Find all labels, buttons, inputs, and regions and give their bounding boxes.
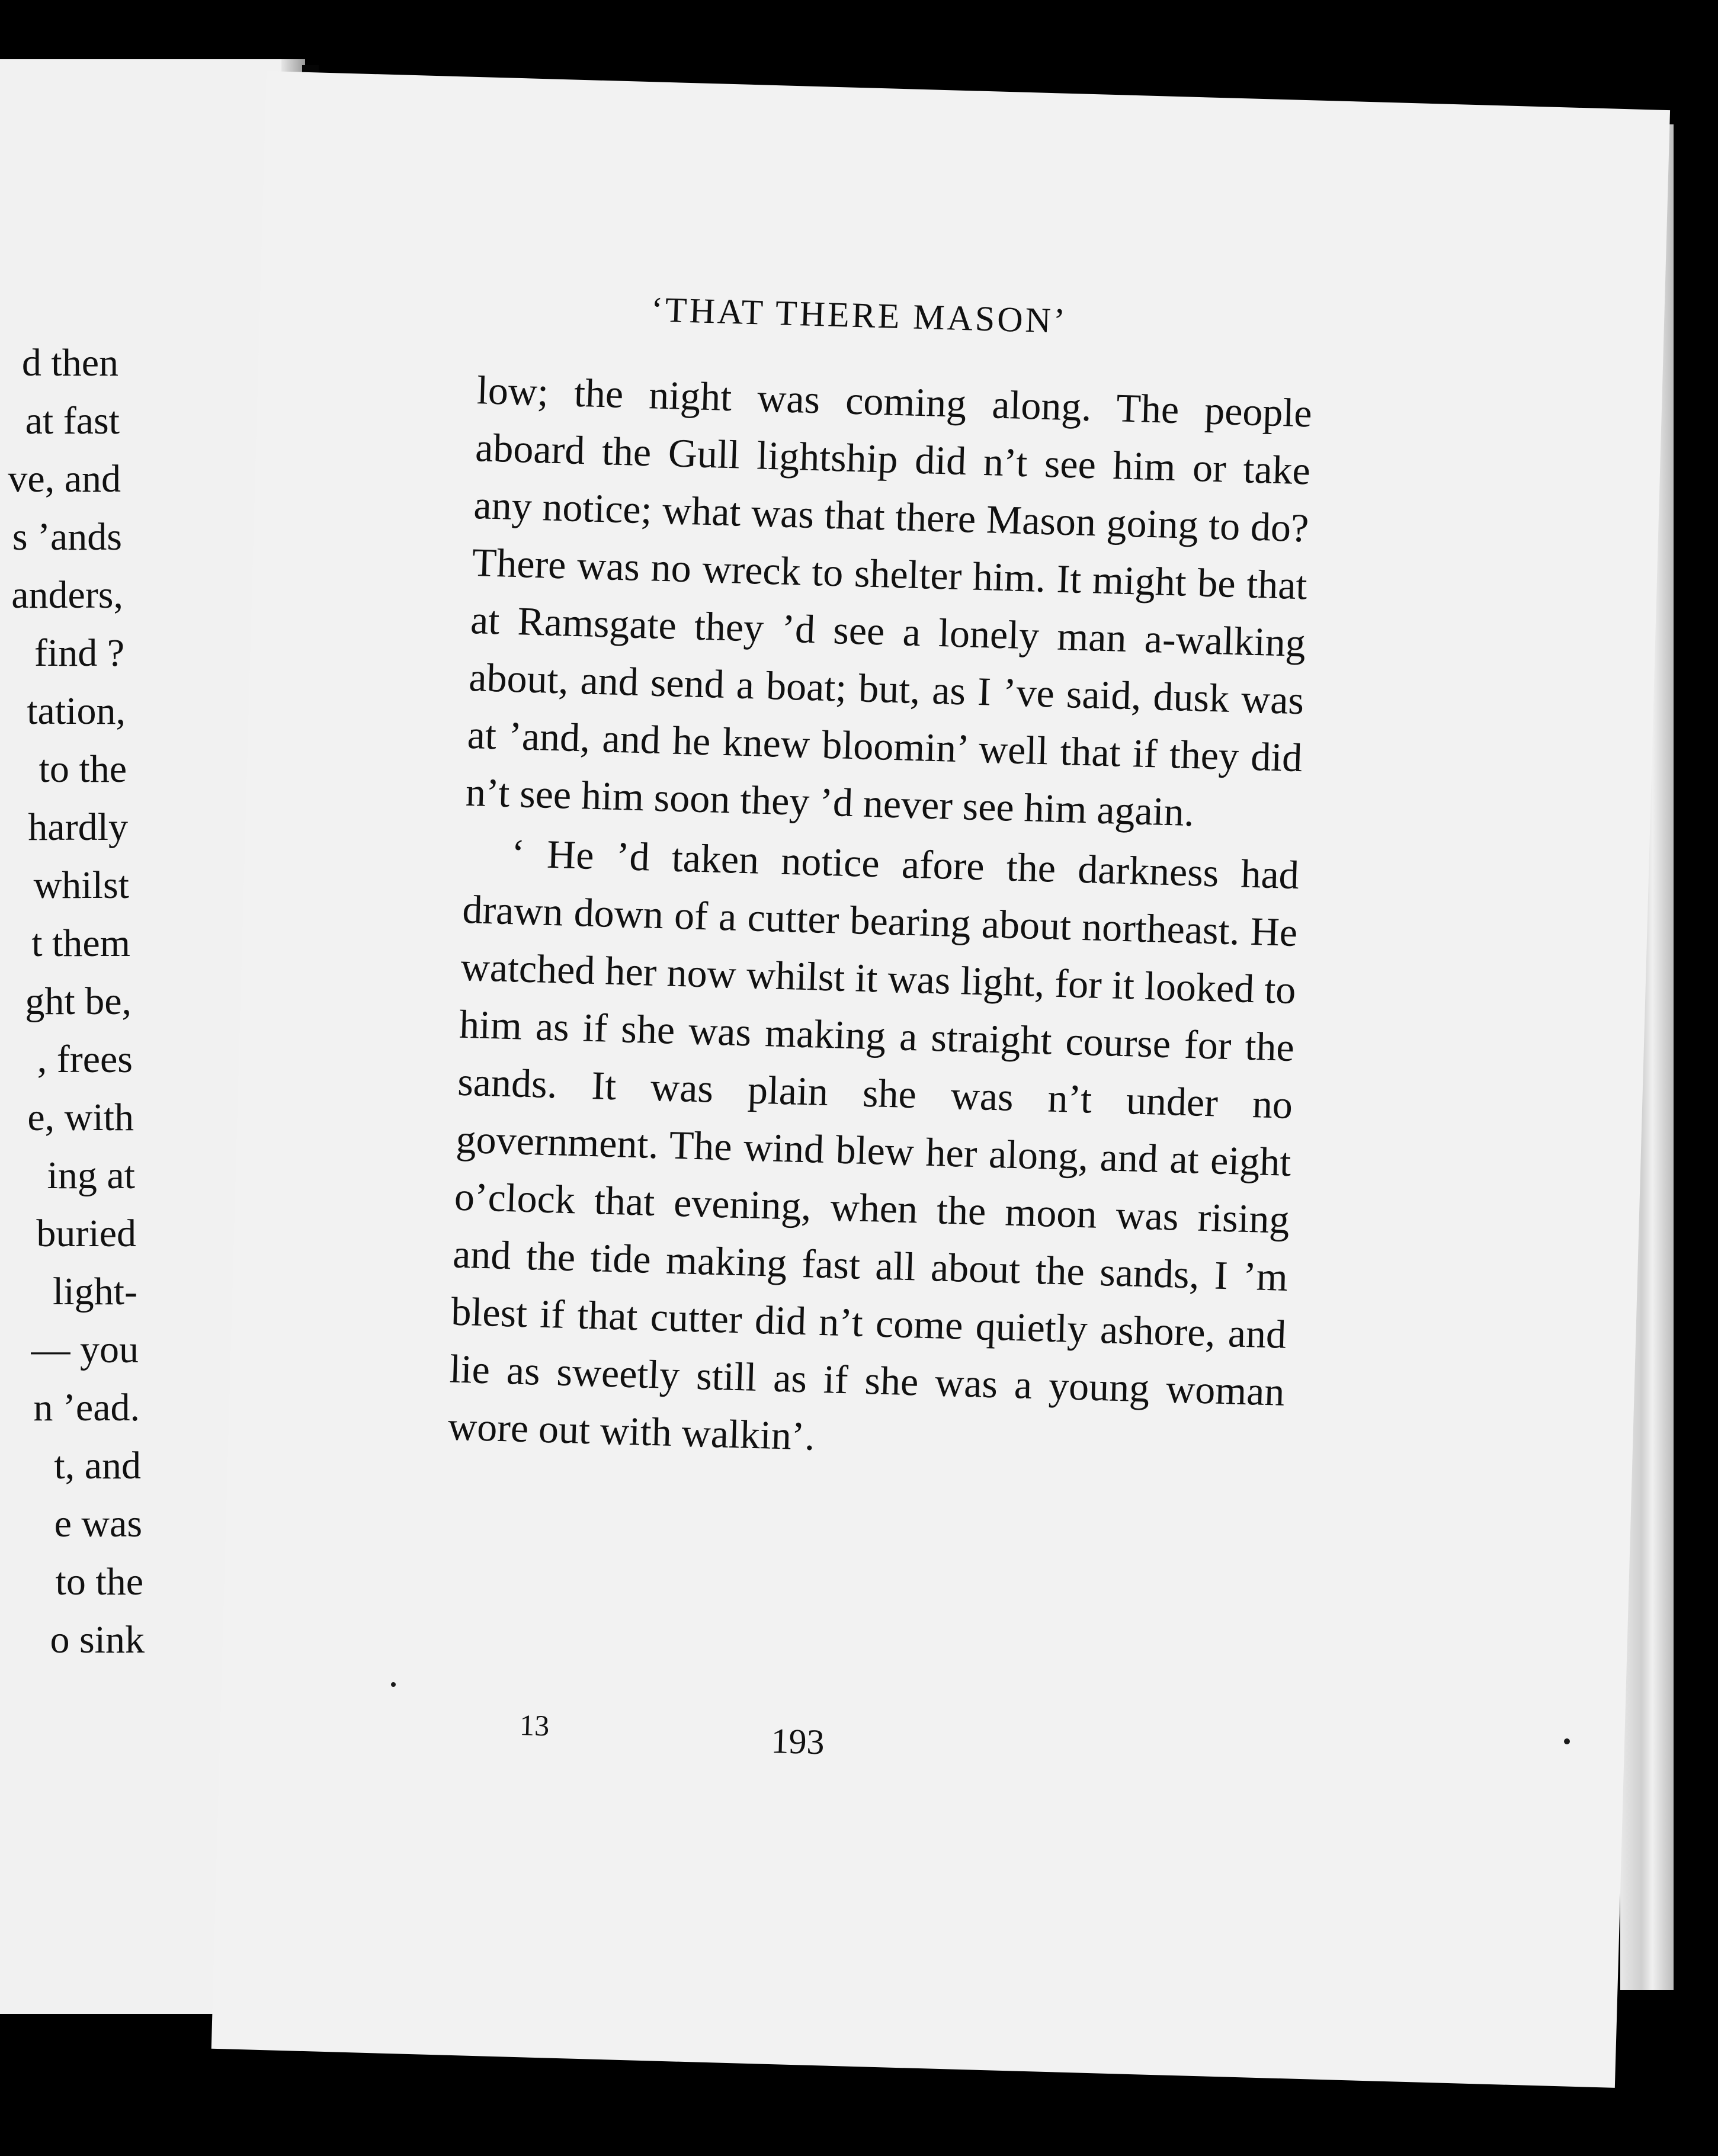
body-text (447, 361, 1313, 1478)
left-page-line: , frees (37, 1038, 133, 1081)
signature-mark: 13 (519, 1708, 550, 1743)
dust-speck (1564, 1738, 1570, 1744)
left-page-line: o sink (50, 1618, 145, 1661)
left-page-line: — you (31, 1328, 139, 1371)
paragraph-2: ‘ He ’d taken notice afore the darkness had drawn down of a cutter bearing about northeast. He watched her now whilst it was light, for it looked to him as if she was making a straight course for the sands. It was plain she was n’t under no government. The wind blew her along, and at eight o’clock that evening, when the moon was rising and the tide making fast all about the sands, I ’m blest if that cutter did n’t come quietly ashore, and lie as sweetly still as if she was a young woman wore out with walkin’. (447, 830, 1300, 1459)
left-page-line: d then (21, 341, 118, 384)
paragraph-1: low; the night was coming along. The people aboard the Gull lightship did n’t see him or take any notice; what was that there Mason going to do? There was no wreck to shelter him. It might be that at Ramsgate they ’d see a lonely man a-walking about, and send a boat; but, as I ’ve said, dusk was at ’and, and he knew bloomin’ well that if they did n’t see him soon they ’d never see him again. (465, 367, 1313, 835)
left-page-line: hardly (28, 806, 128, 849)
right-page (211, 71, 1670, 2088)
left-page-line: n ’ead. (33, 1386, 140, 1429)
page-number: 193 (770, 1721, 825, 1762)
dust-speck (391, 1682, 396, 1687)
left-page-line: t them (31, 922, 130, 965)
left-page-line: anders, (11, 573, 123, 617)
left-page-line: ing at (47, 1154, 135, 1197)
left-page-line: find ? (34, 631, 124, 675)
running-head: ‘THAT THERE MASON’ (650, 290, 1068, 341)
left-page-line: buried (36, 1212, 136, 1255)
left-page-line: ve, and (8, 457, 121, 500)
left-page-line: at fast (25, 399, 120, 442)
left-page-line: whilst (33, 864, 129, 907)
left-page-line: tation, (27, 689, 126, 733)
left-page-line: to the (39, 747, 127, 791)
left-page-line: t, and (54, 1444, 141, 1487)
left-page-line: e was (54, 1502, 142, 1545)
left-page-line: light- (53, 1270, 137, 1313)
left-page-line: e, with (27, 1096, 134, 1139)
left-page-line: ght be, (25, 980, 132, 1023)
left-page-line: s ’ands (12, 515, 122, 559)
left-page-line: to the (55, 1560, 143, 1603)
